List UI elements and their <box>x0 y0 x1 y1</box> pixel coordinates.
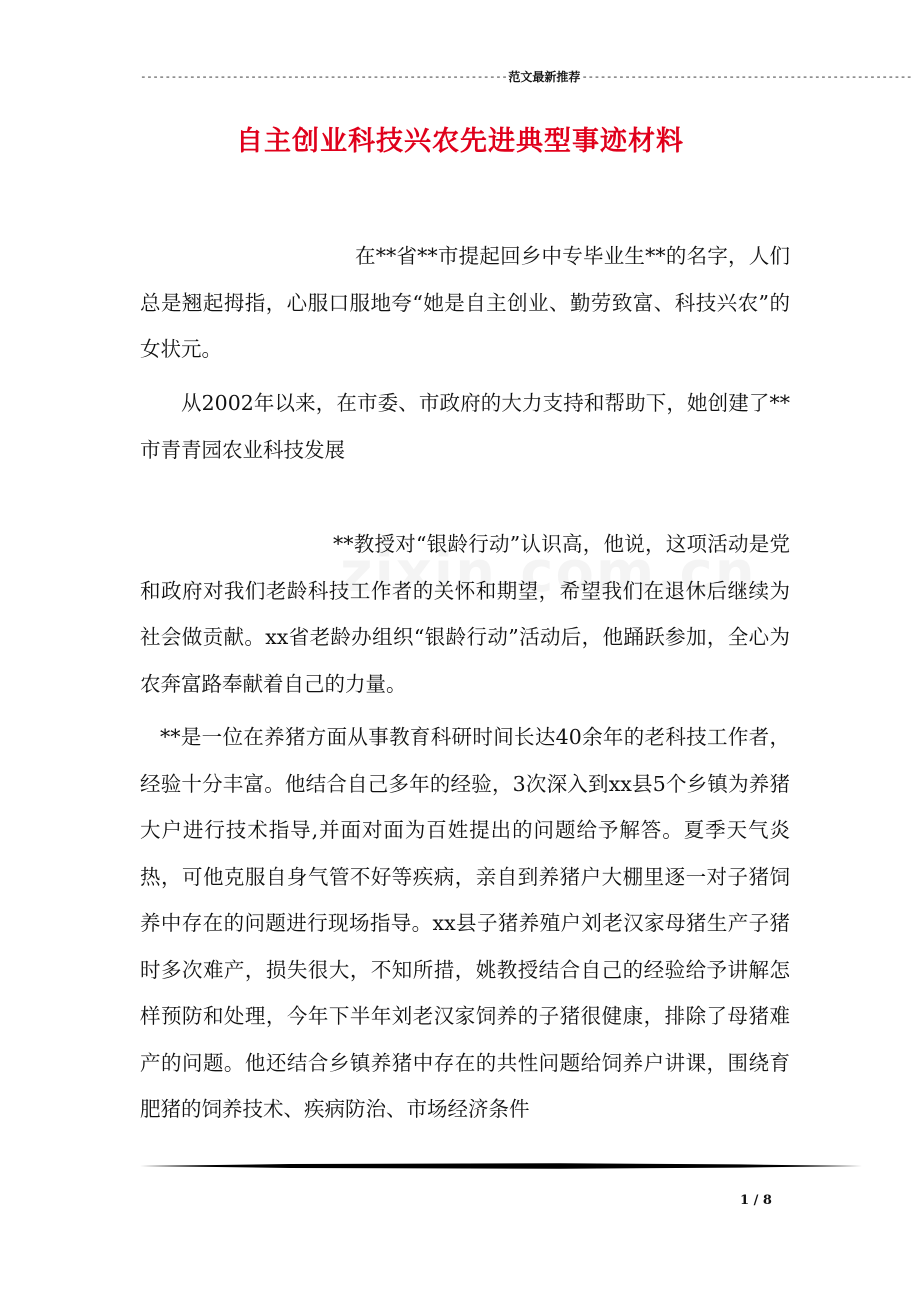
page-number: 1 / 8 <box>740 1193 772 1208</box>
document-title: 自主创业科技兴农先进典型事迹材料 <box>236 126 684 157</box>
page-header <box>140 66 912 88</box>
footer-rule <box>140 1162 862 1170</box>
paragraph-2: 从2002年以来，在市委、市政府的大力支持和帮助下，她创建了**市青青园农业科技发展 <box>140 391 790 462</box>
header-dashes-left: ------------------------------------------------------------ <box>140 70 508 83</box>
header-dashes-right: ------------------------------------------------------ <box>581 70 912 83</box>
footer-rule-line <box>140 1162 862 1170</box>
paragraph-3: **教授对“银龄行动”认识高，他说，这项活动是党和政府对我们老龄科技工作者的关怀和期望，希望我们在退休后继续为社会做贡献。xx省老龄办组织“银龄行动”活动后，他踊跃参加，全心为农奔富路奉献着自己的力量。 <box>140 532 790 696</box>
header-label: 范文最新推荐 <box>508 70 581 84</box>
paragraph-4: **是一位在养猪方面从事教育科研时间长达40余年的老科技工作者，经验十分丰富。他结合自己多年的经验，3次深入到xx县5个乡镇为养猪大户进行技术指导,并面对面为百姓提出的问题给予解答。夏季天气炎热，可他克服自身气管不好等疾病，亲自到养猪户大棚里逐一对子猪饲养中存在的问题进行现场指导。xx县子猪养殖户刘老汉家母猪生产子猪时多次难产，损失很大，不知所措，姚教授结合自己的经验给予讲解怎样预防和处理，今年下半年刘老汉家饲养的子猪很健康，排除了母猪难产的问题。他还结合乡镇养猪中存在的共性问题给饲养户讲课，围绕育肥猪的饲养技术、疾病防治、市场经济条件 <box>140 725 790 1121</box>
paragraph-1: 在**省**市提起回乡中专毕业生**的名字，人们总是翘起拇指，心服口服地夸“她是自主创业、勤劳致富、科技兴农”的女状元。 <box>140 244 790 361</box>
